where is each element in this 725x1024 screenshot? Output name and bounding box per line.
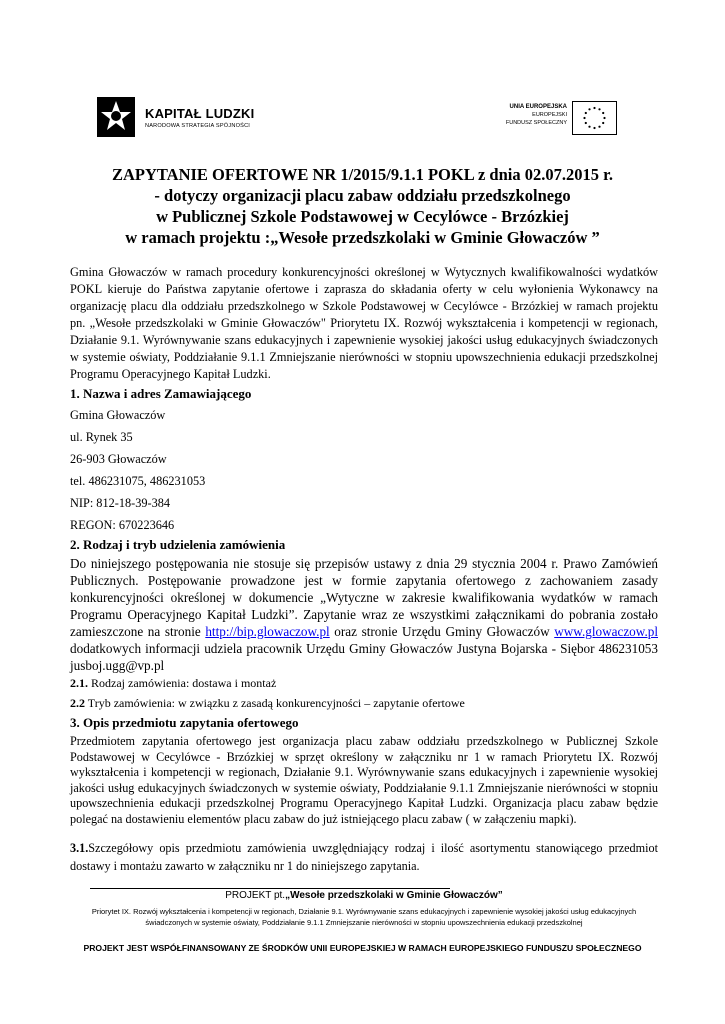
kapital-ludzki-subtitle: NARODOWA STRATEGIA SPÓJNOŚCI — [145, 123, 251, 129]
footer-project — [70, 890, 658, 901]
title-line-2: - dotyczy organizacji placu zabaw oddziału przedszkolnego — [154, 186, 571, 205]
section-2-paragraph — [70, 555, 658, 674]
footer-project-prefix: PROJEKT pt. — [225, 890, 286, 901]
address-line: NIP: 812-18-39-384 — [70, 496, 171, 510]
website-link[interactable]: www.glowaczow.pl — [554, 624, 658, 639]
eu-logo — [490, 101, 620, 137]
section-2-1-text: Rodzaj zamówienia: dostawa i montaż — [88, 676, 277, 690]
section-2-1-number: 2.1. — [70, 676, 88, 690]
section-2-text-3: dodatkowych informacji udziela pracownik Urzędu Gminy Głowaczów Justyna Bojarska - Siębor 486231053 jusboj.ugg@vp.pl — [70, 641, 658, 673]
section-3-1-text: Szczegółowy opis przedmiotu zamówienia uwzględniający rodzaj i ilość asortymentu stanowiącego przedmiot dostawy i montażu zawarto w załączniku nr 1 do niniejszego zapytania. — [70, 841, 658, 873]
contractor-address — [70, 404, 205, 536]
section-3-1-number: 3.1. — [70, 841, 89, 855]
section-3-1 — [70, 840, 658, 875]
section-3-heading: 3. Opis przedmiotu zapytania ofertowego — [70, 715, 299, 730]
eu-logo-line-3: FUNDUSZ SPOŁECZNY — [505, 120, 567, 126]
footer-cofunding: PROJEKT JEST WSPÓŁFINANSOWANY ZE ŚRODKÓW UNII EUROPEJSKIEJ W RAMACH EUROPEJSKIEGO FUNDUSZU SPOŁECZNEGO — [83, 943, 642, 953]
footer-priority: Priorytet IX. Rozwój wykształcenia i kompetencji w regionach, Działanie 9.1. Wyrównywanie szans edukacyjnych i zapewnienie wysokiej jakości usług edukacyjnych świadczonych w systemie oświaty, Poddziałanie 9.1.1 Zmniejszanie nierówności w stopniu upowszechnienia edukacji przedszkolnej — [91, 907, 637, 927]
address-line: tel. 486231075, 486231053 — [70, 474, 206, 488]
eu-logo-text — [506, 103, 567, 127]
document-title — [60, 164, 665, 248]
address-line: 26-903 Głowaczów — [70, 452, 167, 466]
address-line: REGON: 670223646 — [70, 518, 175, 532]
section-3-paragraph: Przedmiotem zapytania ofertowego jest organizacja placu zabaw oddziału przedszkolnego w Publicznej Szkole Podstawowej w Cecylówce - Brzózkiej w sprzęt określony w załączniku nr 1 w ramach Priorytetu IX. Rozwój wykształcenia i kompetencji w regionach, Działanie 9.1. Wyrównywanie szans edukacyjnych i zapewnienie wysokiej jakości usług edukacyjnych świadczonych w systemie oświaty, Poddziałanie 9.1.1 Zmniejszanie nierówności w stopniu upowszechnienia edukacji przedszkolnej Programu Operacyjnego Kapitał Ludzki. Organizacja placu zabaw będzie polegać na dostawieniu elementów placu zabaw do już istniejącego placu zabaw ( w załączeniu mapki). — [70, 734, 658, 826]
section-2-1 — [70, 676, 276, 691]
address-line: Gmina Głowaczów — [70, 408, 166, 422]
footer-divider — [90, 888, 450, 889]
address-line: ul. Rynek 35 — [70, 430, 133, 444]
kapital-ludzki-emblem-icon — [95, 95, 141, 141]
section-2-text-2: oraz stronie Urzędu Gminy Głowaczów — [329, 624, 555, 639]
section-2-2-number: 2.2 — [70, 696, 85, 710]
section-2-2 — [70, 696, 465, 711]
kapital-ludzki-title: KAPITAŁ LUDZKI — [145, 106, 255, 121]
bip-link[interactable]: http://bip.glowaczow.pl — [205, 624, 330, 639]
intro-paragraph: Gmina Głowaczów w ramach procedury konkurencyjności określonej w Wytycznych kwalifikowalności wydatków POKL kieruje do Państwa zapytanie ofertowe i zaprasza do składania oferty w celu wyłonienia Wykonawcy na organizację placu dla oddziału przedszkolnego w Szkole Podstawowej w Cecylówce - Brzózkiej w ramach projektu pn. „Wesołe przedszkolaki w Gminie Głowaczów" Priorytetu IX. Rozwój wykształcenia i kompetencji w regionach, Działanie 9.1. Wyrównywanie szans edukacyjnych i zapewnienie wysokiej jakości usług edukacyjnych świadczonych w systemie oświaty, Poddziałanie 9.1.1 Zmniejszanie nierówności w stopniu upowszechnienia edukacji przedszkolnej Programu Operacyjnego Kapitał Ludzki. — [70, 265, 658, 381]
section-2-heading: 2. Rodzaj i tryb udzielenia zamówienia — [70, 537, 286, 552]
title-line-1: ZAPYTANIE OFERTOWE NR 1/2015/9.1.1 POKL z dnia 02.07.2015 r. — [111, 165, 614, 184]
eu-logo-line-2: EUROPEJSKI — [532, 112, 567, 118]
title-line-4: w ramach projektu :„Wesołe przedszkolaki w Gminie Głowaczów ” — [125, 228, 600, 247]
eu-flag-icon — [572, 101, 617, 135]
section-2-text-1: Do niniejszego postępowania nie stosuje się przepisów ustawy z dnia 29 stycznia 2004 r. Prawo Zamówień Publicznych. Postępowanie prowadzone jest w formie zapytania ofertowego z zachowaniem zasady konkurencyjności określonej w dokumencie „Wytyczne w zakresie kwalifikowania wydatków w ramach Programu Operacyjnego Kapitał Ludzki”. Zapytanie wraz ze wszystkimi załącznikami do pobrania zostało zamieszczone na stronie — [70, 556, 658, 639]
section-2-2-text: Tryb zamówienia: w związku z zasadą konkurencyjności – zapytanie ofertowe — [85, 696, 465, 710]
kapital-ludzki-logo — [95, 95, 275, 141]
eu-stars-icon — [573, 102, 616, 134]
section-1-heading: 1. Nazwa i adres Zamawiającego — [70, 386, 252, 401]
eu-logo-line-1: UNIA EUROPEJSKA — [509, 104, 567, 110]
footer-project-name: „Wesołe przedszkolaki w Gminie Głowaczów” — [285, 890, 503, 901]
title-line-3: w Publicznej Szkole Podstawowej w Cecylówce - Brzózkiej — [156, 207, 569, 226]
